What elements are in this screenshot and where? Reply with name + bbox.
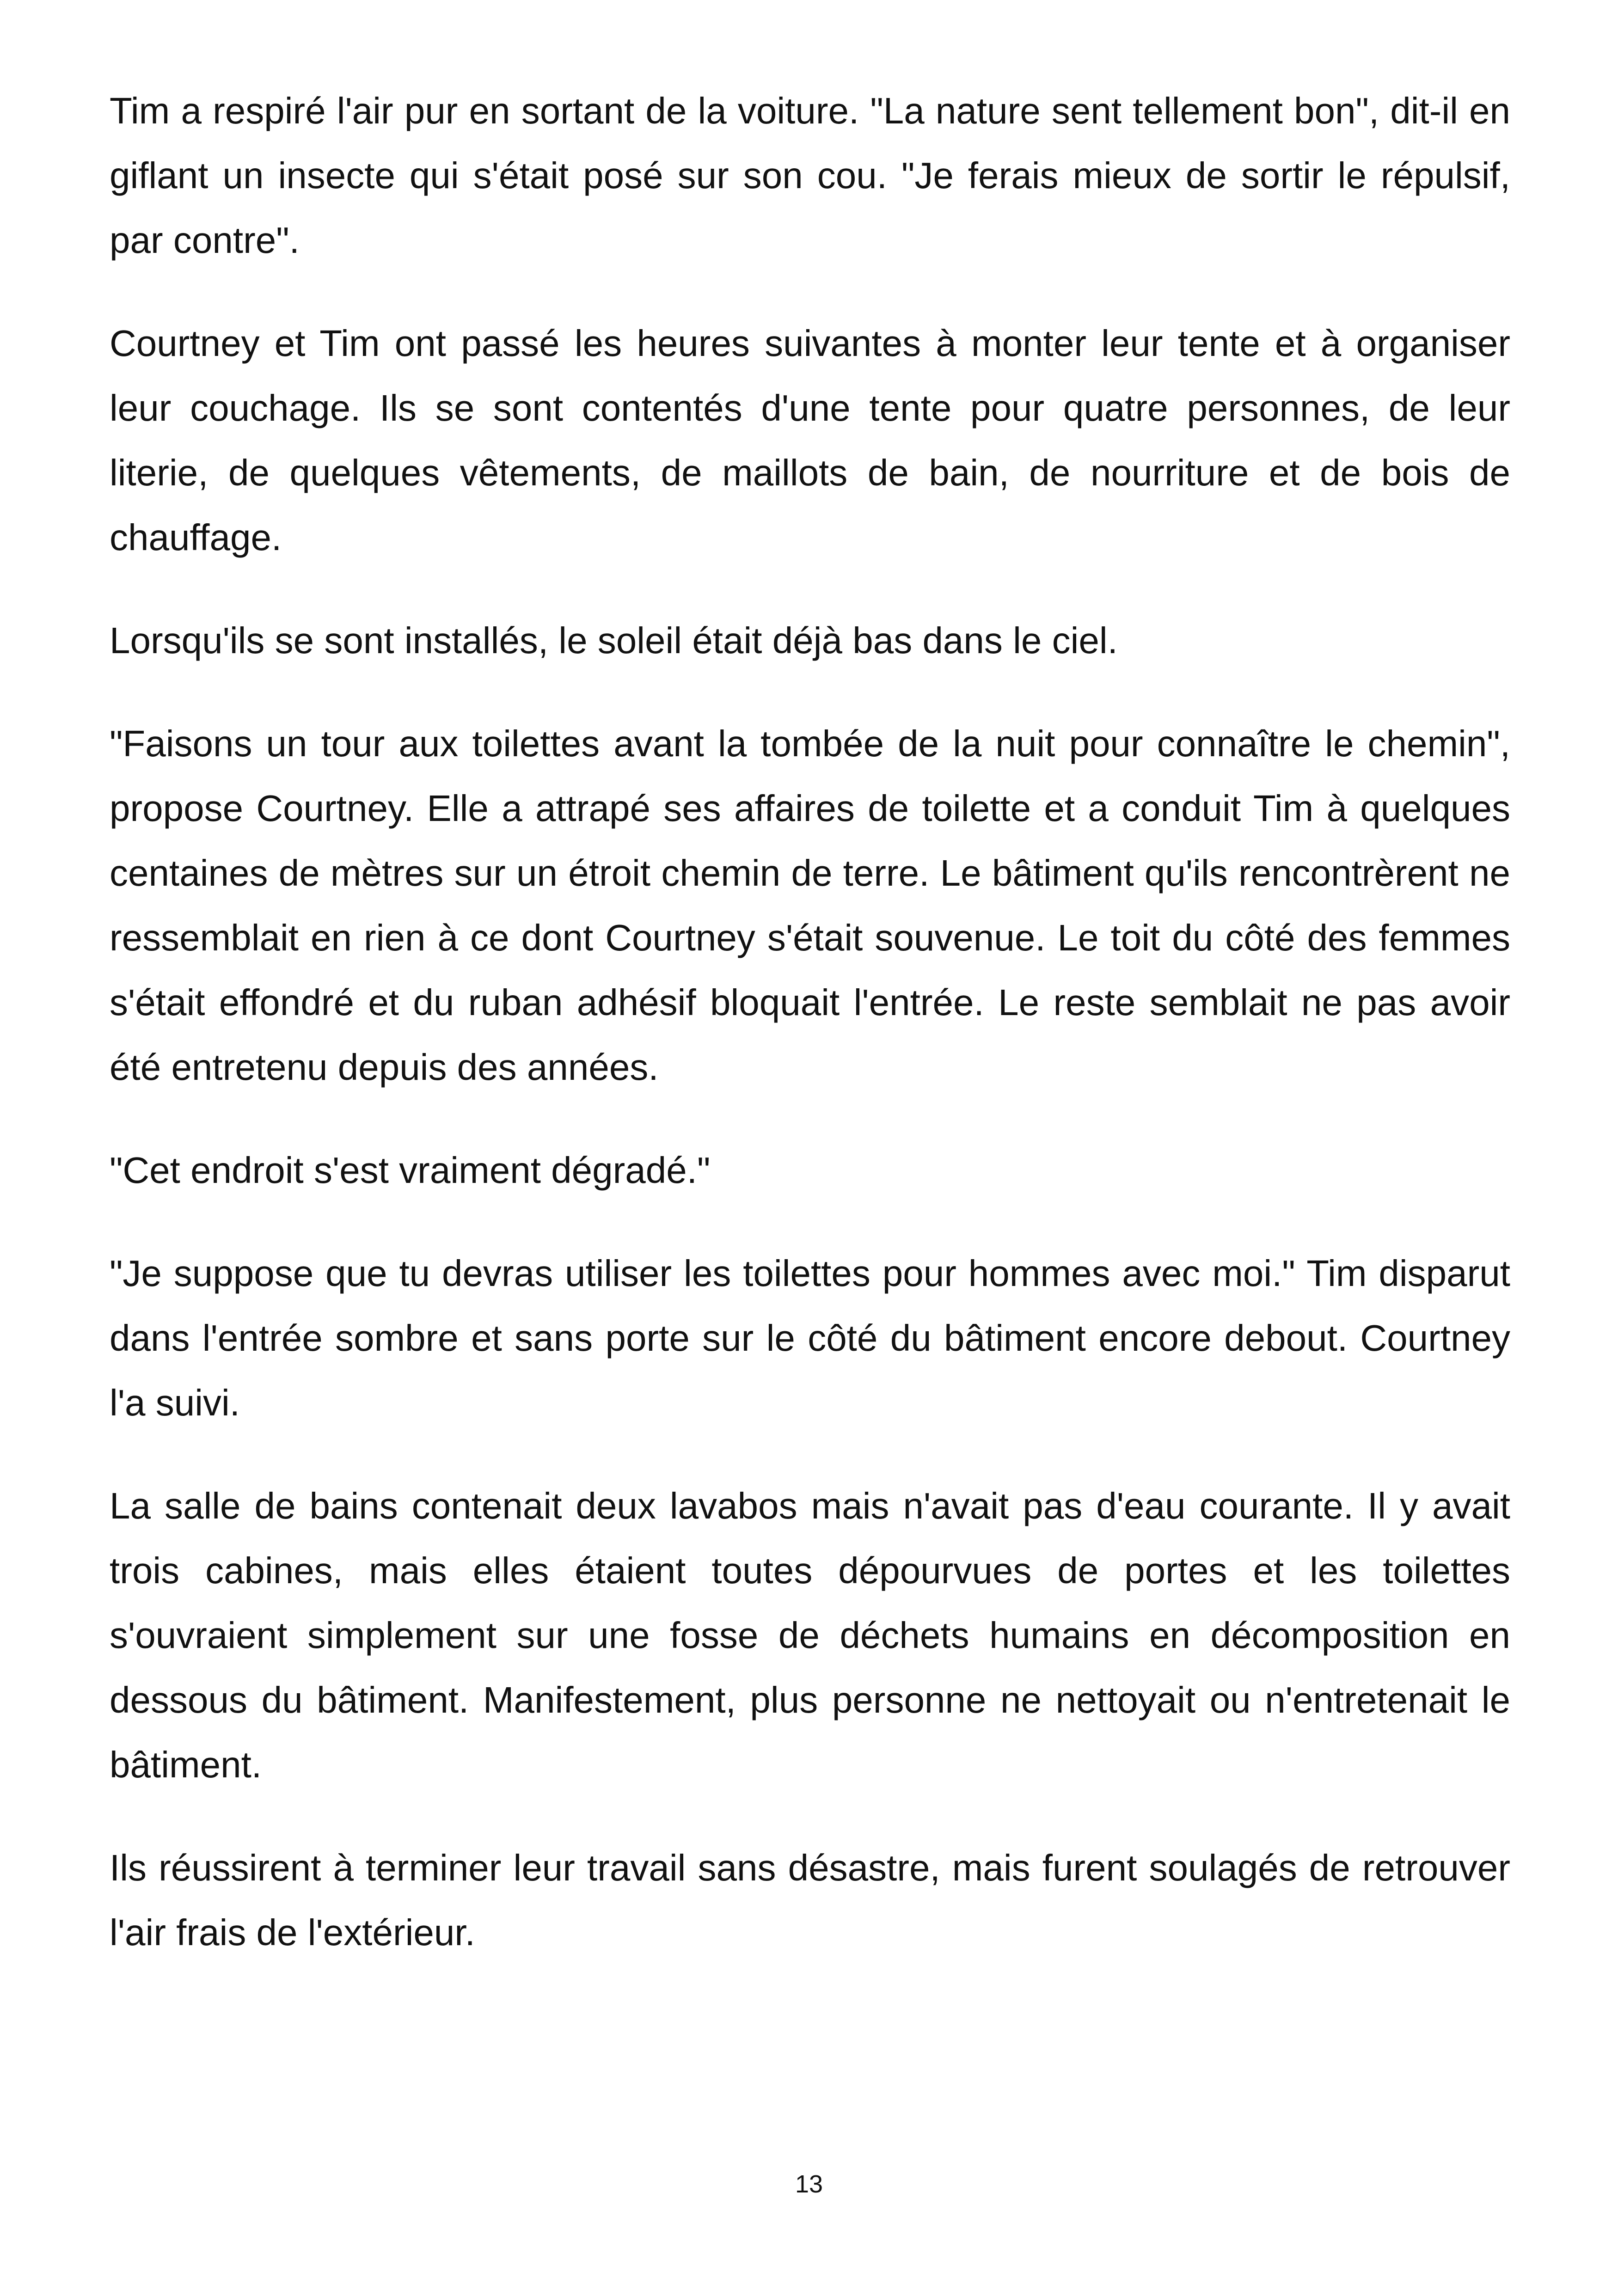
paragraph: "Faisons un tour aux toilettes avant la tombée de la nuit pour connaître le chemin", propose Courtney. Elle a attrapé ses affaires de toilette et a conduit Tim à quelques centaines de mètres sur un étroit chemin de terre. Le bâtiment qu'ils rencontrèrent ne ressemblait en rien à ce dont Courtney s'était souvenue. Le toit du côté des femmes s'était effondré et du ruban adhésif bloquait l'entrée. Le reste semblait ne pas avoir été entretenu depuis des années.	[110, 723, 1510, 1088]
paragraph: Tim a respiré l'air pur en sortant de la voiture. "La nature sent tellement bon", dit-il en giflant un insecte qui s'était posé sur son cou. "Je ferais mieux de sortir le répulsif, par contre".	[110, 90, 1510, 261]
page-number: 13	[795, 2170, 823, 2198]
paragraph: La salle de bains contenait deux lavabos mais n'avait pas d'eau courante. Il y avait trois cabines, mais elles étaient toutes dépourvues de portes et les toilettes s'ouvraient simplement sur une fosse de déchets humains en décomposition en dessous du bâtiment. Manifestement, plus personne ne nettoyait ou n'entretenait le bâtiment.	[110, 1485, 1510, 1785]
paragraph: "Je suppose que tu devras utiliser les toilettes pour hommes avec moi." Tim disparut dans l'entrée sombre et sans porte sur le côté du bâtiment encore debout. Courtney l'a suivi.	[110, 1253, 1510, 1423]
body-text	[110, 79, 1510, 2003]
paragraph: Ils réussirent à terminer leur travail sans désastre, mais furent soulagés de retrouver l'air frais de l'extérieur.	[110, 1847, 1510, 1953]
paragraph: Courtney et Tim ont passé les heures suivantes à monter leur tente et à organiser leur couchage. Ils se sont contentés d'une tente pour quatre personnes, de leur literie, de quelques vêtements, de maillots de bain, de nourriture et de bois de chauffage.	[110, 323, 1510, 558]
paragraph: "Cet endroit s'est vraiment dégradé."	[110, 1150, 711, 1191]
paragraph: Lorsqu'ils se sont installés, le soleil était déjà bas dans le ciel.	[110, 620, 1118, 661]
